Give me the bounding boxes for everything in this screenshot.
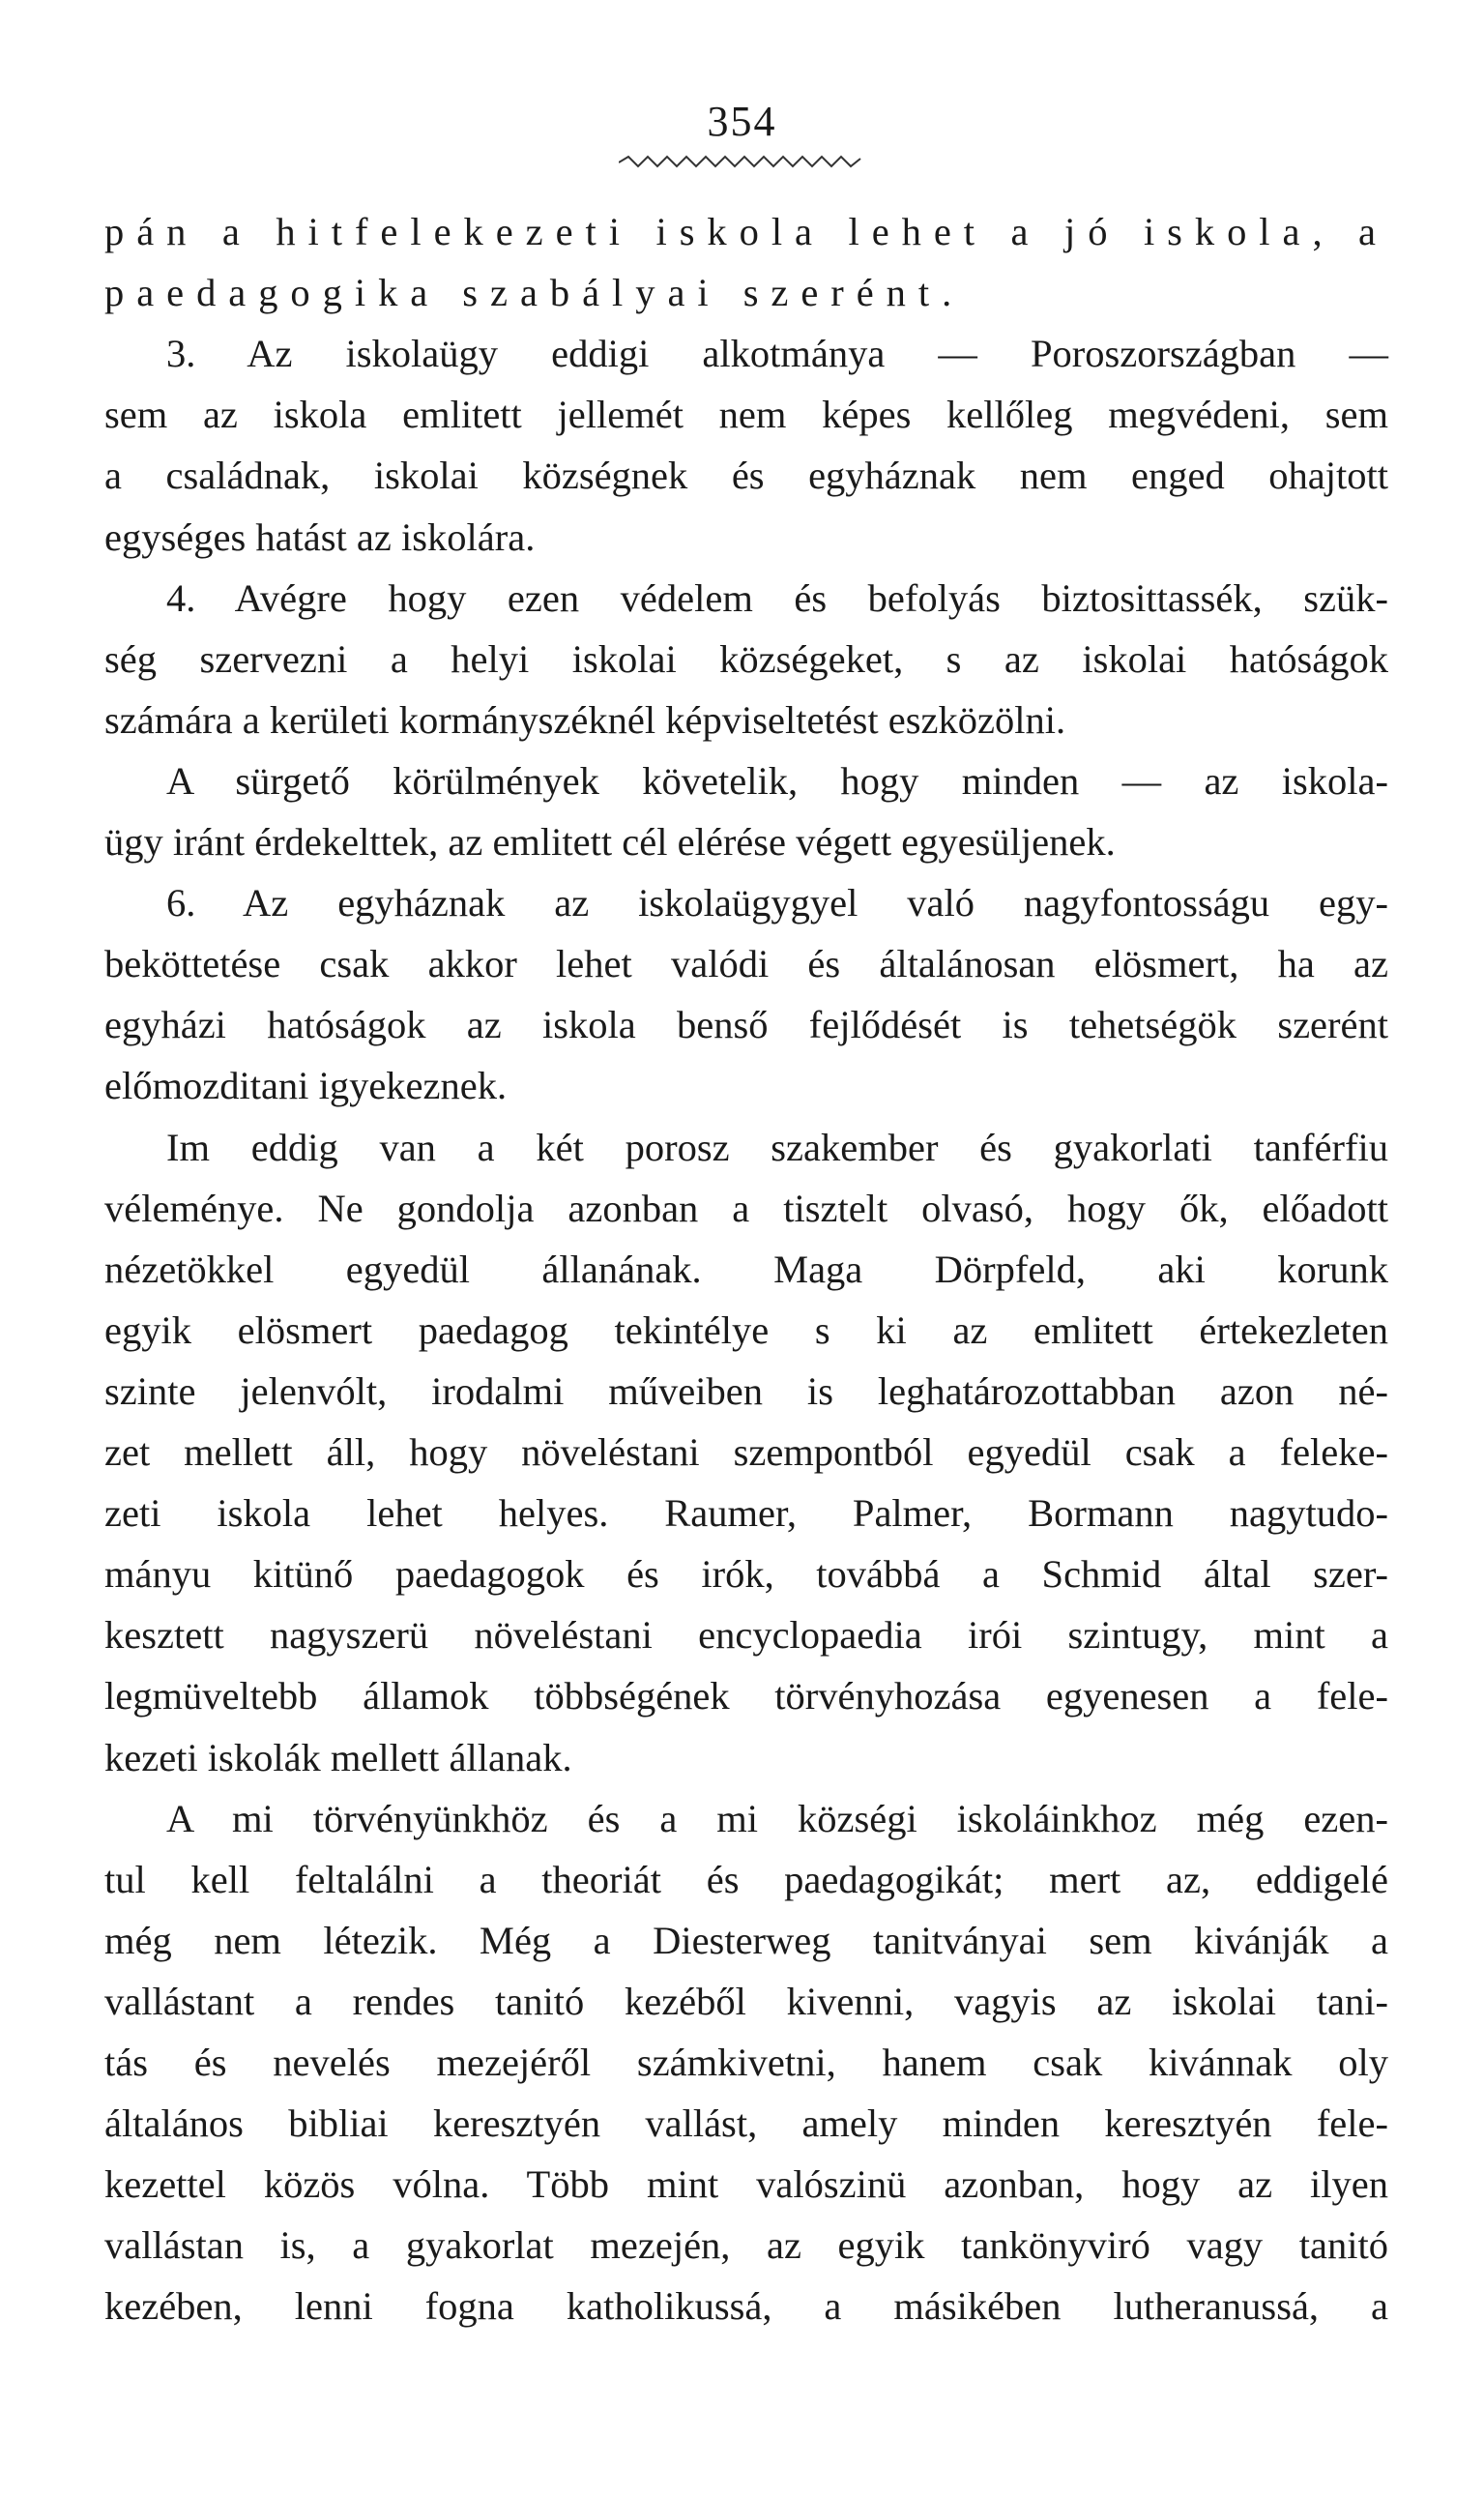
text-line: pán a hitfelekezeti iskola lehet a jó iskola, a [104, 210, 1388, 253]
text-line: 3. Az iskolaügy eddigi alkotmánya — Poroszországban — [166, 332, 1388, 376]
text-line: nézetökkel egyedül állanának. Maga Dörpfeld, aki korunk [104, 1247, 1388, 1291]
text-line: tás és nevelés mezejéről számkivetni, hanem csak kivánnak oly [104, 2041, 1388, 2084]
text-line: egyházi hatóságok az iskola benső fejlődését is tehetségök szerént [104, 1003, 1388, 1047]
text-line: kezében, lenni fogna katholikussá, a másikében lutheranussá, a [104, 2284, 1388, 2329]
text-line: sem az iskola emlitett jellemét nem képes kellőleg megvédeni, sem [104, 393, 1388, 437]
text-line: paedagogika szabályai szerént. [104, 271, 965, 315]
wavy-rule-ornament [619, 155, 865, 170]
text-line: Im eddig van a két porosz szakember és gyakorlati tanférfiu [166, 1125, 1388, 1169]
text-line: egyik elösmert paedagog tekintélye s ki az emlitett értekezleten [104, 1307, 1388, 1352]
text-line: egységes hatást az iskolára. [104, 514, 536, 559]
text-line: még nem létezik. Még a Diesterweg tanitványai sem kivánják a [104, 1918, 1388, 1962]
text-line: tul kell feltalálni a theoriát és paedagogikát; mert az, eddigelé [104, 1857, 1388, 1901]
text-line: mányu kitünő paedagogok és irók, továbbá a Schmid által szer- [104, 1552, 1388, 1597]
text-line: zeti iskola lehet helyes. Raumer, Palmer, Bormann nagytudo- [104, 1491, 1388, 1536]
text-line: vallástant a rendes tanitó kezéből kivenni, vagyis az iskolai tani- [104, 1979, 1388, 2023]
text-line: A sürgető körülmények követelik, hogy minden — az iskola- [166, 758, 1388, 803]
text-line: számára a kerületi kormányszéknél képviseltetést eszközölni. [104, 697, 1066, 742]
text-line: 4. Avégre hogy ezen védelem és befolyás biztosittassék, szük- [166, 575, 1388, 620]
text-line: 6. Az egyháznak az iskolaügygyel való nagyfontosságu egy- [166, 881, 1388, 925]
text-line: kezettel közös vólna. Több mint valószinü azonban, hogy az ilyen [104, 2162, 1388, 2207]
text-line: zet mellett áll, hogy növeléstani szempontból egyedül csak a feleke- [104, 1430, 1388, 1474]
text-line: ség szervezni a helyi iskolai községeket, s az iskolai hatóságok [104, 636, 1388, 681]
text-line: véleménye. Ne gondolja azonban a tisztelt olvasó, hogy ők, előadott [104, 1186, 1388, 1230]
text-line: legmüveltebb államok többségének törvényhozása egyenesen a fele- [104, 1674, 1388, 1719]
text-line: kesztett nagyszerü növeléstani encyclopaedia irói szintugy, mint a [104, 1613, 1388, 1658]
text-line: beköttetése csak akkor lehet valódi és általánosan elösmert, ha az [104, 942, 1388, 986]
text-line: A mi törvényünkhöz és a mi községi iskoláinkhoz még ezen- [166, 1796, 1388, 1840]
page-number: 354 [707, 98, 777, 145]
text-line: ügy iránt érdekelttek, az emlitett cél elérése végett egyesüljenek. [104, 820, 1116, 864]
text-line: szinte jelenvólt, irodalmi műveiben is leghatározottabban azon né- [104, 1368, 1388, 1413]
text-line: általános bibliai keresztyén vallást, amely minden keresztyén fele- [104, 2101, 1388, 2146]
text-line: a családnak, iskolai községnek és egyháznak nem enged ohajtott [104, 454, 1388, 498]
text-line: vallástan is, a gyakorlat mezején, az egyik tankönyviró vagy tanitó [104, 2223, 1388, 2268]
text-line: előmozditani igyekeznek. [104, 1064, 508, 1108]
text-line: kezeti iskolák mellett állanak. [104, 1735, 572, 1779]
